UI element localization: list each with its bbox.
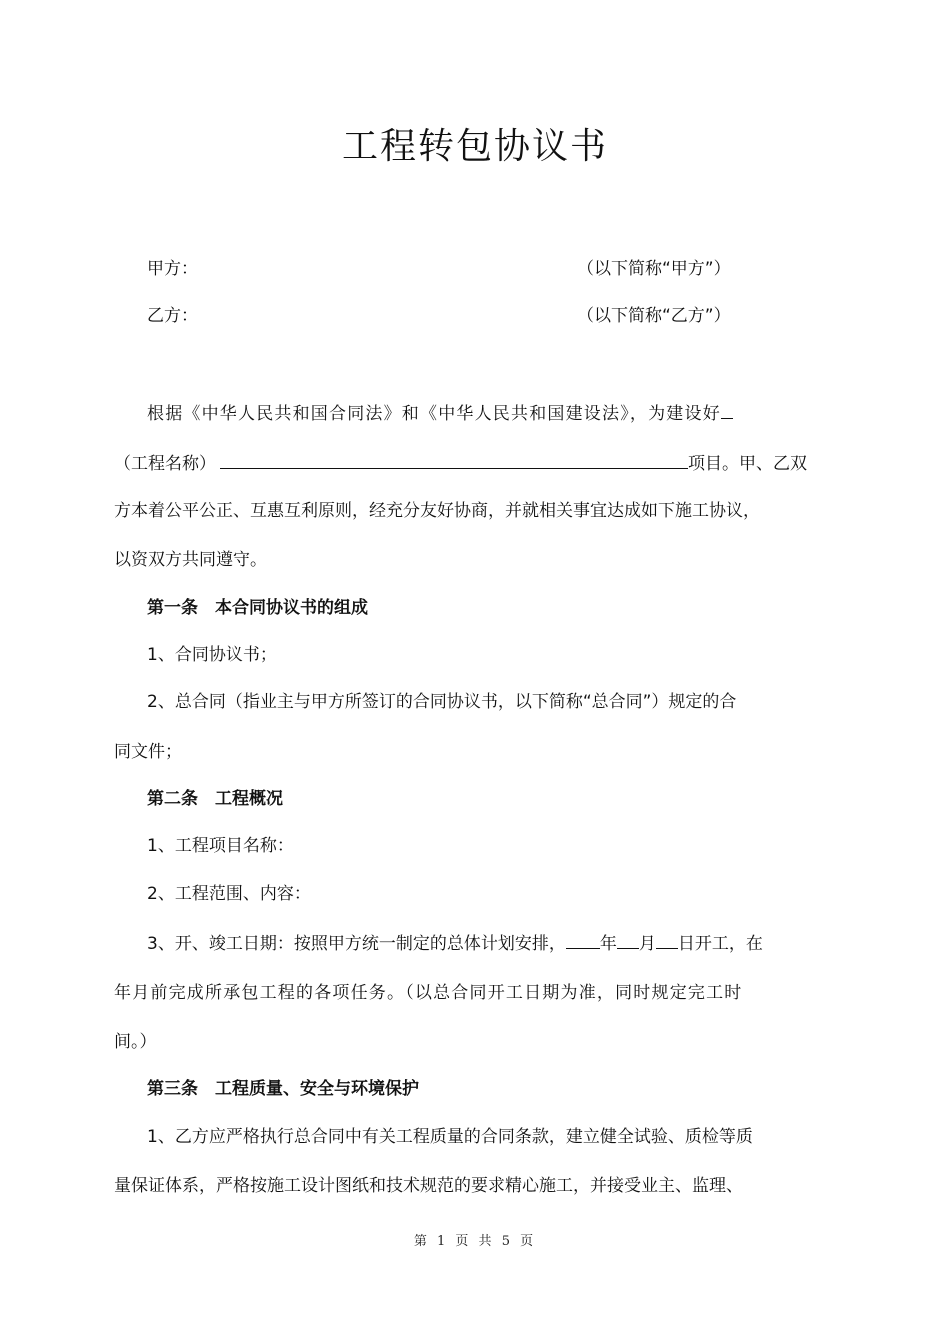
intro-line-1 — [147, 400, 877, 426]
article-2-item-1: 1、工程项目名称： — [147, 836, 294, 856]
intro-line-1-text: 根据《中华人民共和国合同法》和《中华人民共和国建设法》，为建设好 — [147, 404, 721, 424]
article-1-heading: 第一条 本合同协议书的组成 — [147, 598, 368, 618]
intro-line-2-tail: 项目。甲、乙双 — [688, 454, 807, 474]
year-label: 年 — [599, 934, 617, 954]
article-3-heading: 第三条 工程质量、安全与环境保护 — [147, 1079, 419, 1099]
month-label: 月 — [638, 934, 656, 954]
article-2-item-3-line-2: 年月前完成所承包工程的各项任务。（以总合同开工日期为准，同时规定完工时 — [114, 983, 743, 1003]
party-b-label: 乙方： — [147, 306, 198, 326]
article-1-item-2-line-2: 同文件； — [114, 742, 182, 762]
year-blank — [566, 930, 600, 949]
intro-line-3: 方本着公平公正、互惠互利原则，经充分友好协商，并就相关事宜达成如下施工协议， — [114, 501, 760, 521]
party-a-alias: （以下简称“甲方”） — [577, 259, 731, 279]
blank-field — [721, 400, 733, 419]
article-2-heading: 第二条 工程概况 — [147, 789, 283, 809]
article-2-item-3-line-1 — [147, 930, 877, 956]
party-b-alias: （以下简称“乙方”） — [577, 306, 731, 326]
article-3-item-1-line-2: 量保证体系，严格按施工设计图纸和技术规范的要求精心施工，并接受业主、监理、 — [114, 1176, 743, 1196]
article-2-item-2: 2、工程范围、内容： — [147, 884, 311, 904]
day-label: 日开工，在 — [677, 934, 763, 954]
intro-line-2 — [114, 450, 844, 476]
page-footer: 第 1 页 共 5 页 — [413, 1234, 537, 1249]
month-blank — [617, 930, 639, 949]
item-3-text: 3、开、竣工日期：按照甲方统一制定的总体计划安排， — [147, 934, 566, 954]
article-1-item-2-line-1: 2、总合同（指业主与甲方所签订的合同协议书，以下简称“总合同”）规定的合 — [147, 692, 737, 712]
project-name-label: （工程名称） — [114, 454, 216, 474]
article-2-item-3-line-3: 间。） — [114, 1032, 157, 1052]
intro-line-4: 以资双方共同遵守。 — [114, 550, 267, 570]
document-title: 工程转包协议书 — [341, 126, 608, 167]
article-1-item-1: 1、合同协议书； — [147, 645, 277, 665]
article-3-item-1-line-1: 1、乙方应严格执行总合同中有关工程质量的合同条款，建立健全试验、质检等质 — [147, 1127, 753, 1147]
day-blank — [656, 930, 678, 949]
party-a-label: 甲方： — [147, 259, 198, 279]
project-name-blank — [220, 450, 688, 469]
